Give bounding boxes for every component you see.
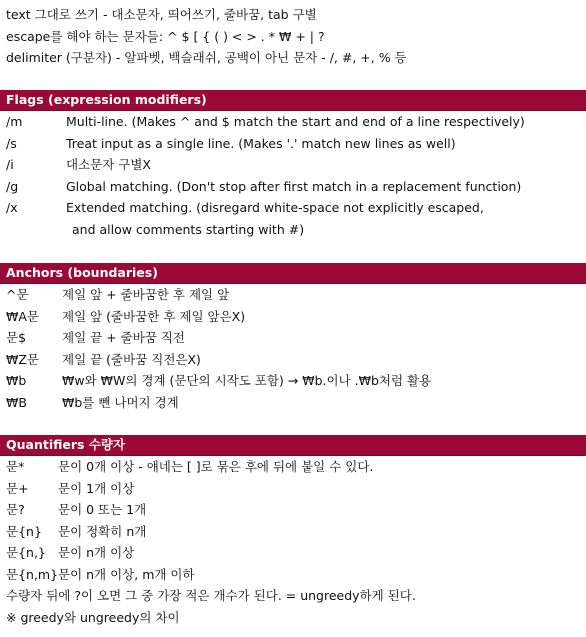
flag-key: /g <box>6 178 19 194</box>
quantifier-note-ungreedy: 수량자 뒤에 ?이 오면 그 중 가장 적은 개수가 된다. = ungreedy하게 된다. <box>6 588 416 603</box>
anchor-row <box>6 392 586 414</box>
quantifier-row <box>6 499 586 521</box>
flag-key: /m <box>6 114 23 129</box>
quantifier-row <box>6 521 586 543</box>
anchor-key: ₩Z문 <box>6 351 39 367</box>
anchor-desc: 제일 앞 + 줄바꿈한 후 제일 앞 <box>62 287 230 302</box>
anchor-key: ₩A문 <box>6 308 39 324</box>
flag-row <box>6 154 586 176</box>
anchor-row <box>6 349 586 371</box>
quantifier-row <box>6 478 586 500</box>
flags-section <box>0 90 586 240</box>
quantifier-row <box>6 456 586 478</box>
anchors-header: Anchors (boundaries) <box>0 263 586 284</box>
intro-line-escape: escape를 해야 하는 문자들: ^ $ [ { ( ) < > . * ₩ + | ? <box>6 28 325 44</box>
flag-desc: Treat input as a single line. (Makes '.' match new lines as well) <box>66 135 456 151</box>
anchor-desc: ₩b를 뺀 나머지 경계 <box>62 394 179 410</box>
quantifiers-header: Quantifiers 수량자 <box>0 435 586 456</box>
flag-key: /x <box>6 200 18 215</box>
quantifier-desc: 문이 0 또는 1개 <box>58 502 147 517</box>
quantifiers-section <box>0 435 586 628</box>
flag-key: /i <box>6 157 14 172</box>
flag-desc: Multi-line. (Makes ^ and $ match the start and end of a line respectively) <box>66 114 525 129</box>
quantifier-note-greedy-diff: ※ greedy와 ungreedy의 차이 <box>6 609 180 625</box>
anchors-rows <box>0 284 586 413</box>
quantifier-row <box>6 564 586 586</box>
flags-rows <box>0 111 586 240</box>
quantifier-key: 문{n,m} <box>6 566 59 582</box>
anchor-desc: 제일 앞 (줄바꿈한 후 제일 앞은X) <box>62 308 246 324</box>
intro-block <box>0 0 586 69</box>
intro-line-delimiter: delimiter (구분자) - 알파벳, 백슬래쉬, 공백이 아닌 문자 - /, #, +, % 등 <box>6 50 407 65</box>
quantifier-key: 문{n,} <box>6 545 46 560</box>
flag-row <box>6 133 586 155</box>
flag-desc: Global matching. (Don't stop after first match in a replacement function) <box>66 178 522 194</box>
quantifier-key: 문* <box>6 459 25 474</box>
anchor-desc: 제일 끝 + 줄바꿈 직전 <box>62 330 185 345</box>
quantifier-key: 문? <box>6 502 25 517</box>
flag-desc: 대소문자 구별X <box>66 157 151 172</box>
quantifier-row <box>6 542 586 564</box>
quantifier-desc: 문이 n개 이상 <box>58 545 135 560</box>
anchor-row <box>6 327 586 349</box>
anchor-key: ^문 <box>6 287 29 302</box>
anchor-key: 문$ <box>6 330 27 345</box>
anchor-key: ₩b <box>6 373 27 388</box>
quantifier-desc: 문이 n개 이상, m개 이하 <box>58 566 195 582</box>
quantifier-desc: 문이 정확히 n개 <box>58 523 147 539</box>
anchor-row <box>6 370 586 392</box>
flags-header: Flags (expression modifiers) <box>0 90 586 111</box>
quantifier-key: 문+ <box>6 480 29 496</box>
flag-row <box>6 197 586 219</box>
quantifier-key: 문{n} <box>6 523 42 539</box>
quantifier-desc: 문이 0개 이상 - 얘네는 [ ]로 묶은 후에 뒤에 붙일 수 있다. <box>58 459 374 474</box>
anchors-section <box>0 263 586 413</box>
quantifier-desc: 문이 1개 이상 <box>58 480 135 496</box>
flag-row <box>6 176 586 198</box>
flag-continuation: and allow comments starting with #) <box>72 221 305 237</box>
anchor-desc: ₩w와 ₩W의 경계 (문단의 시작도 포함) → ₩b.이나 .₩b처럼 활용 <box>62 373 432 388</box>
flag-row <box>6 111 586 133</box>
anchor-row <box>6 284 586 306</box>
anchor-key: ₩B <box>6 394 27 410</box>
quantifiers-rows <box>0 456 586 628</box>
anchor-desc: 제일 끝 (줄바꿈 직전은X) <box>62 351 201 367</box>
flag-key: /s <box>6 135 17 151</box>
flag-desc: Extended matching. (disregard white-space not explicitly escaped, <box>66 200 484 215</box>
anchor-row <box>6 306 586 328</box>
intro-line-literal: text 그대로 쓰기 - 대소문자, 띄어쓰기, 줄바꿈, tab 구별 <box>6 7 317 22</box>
